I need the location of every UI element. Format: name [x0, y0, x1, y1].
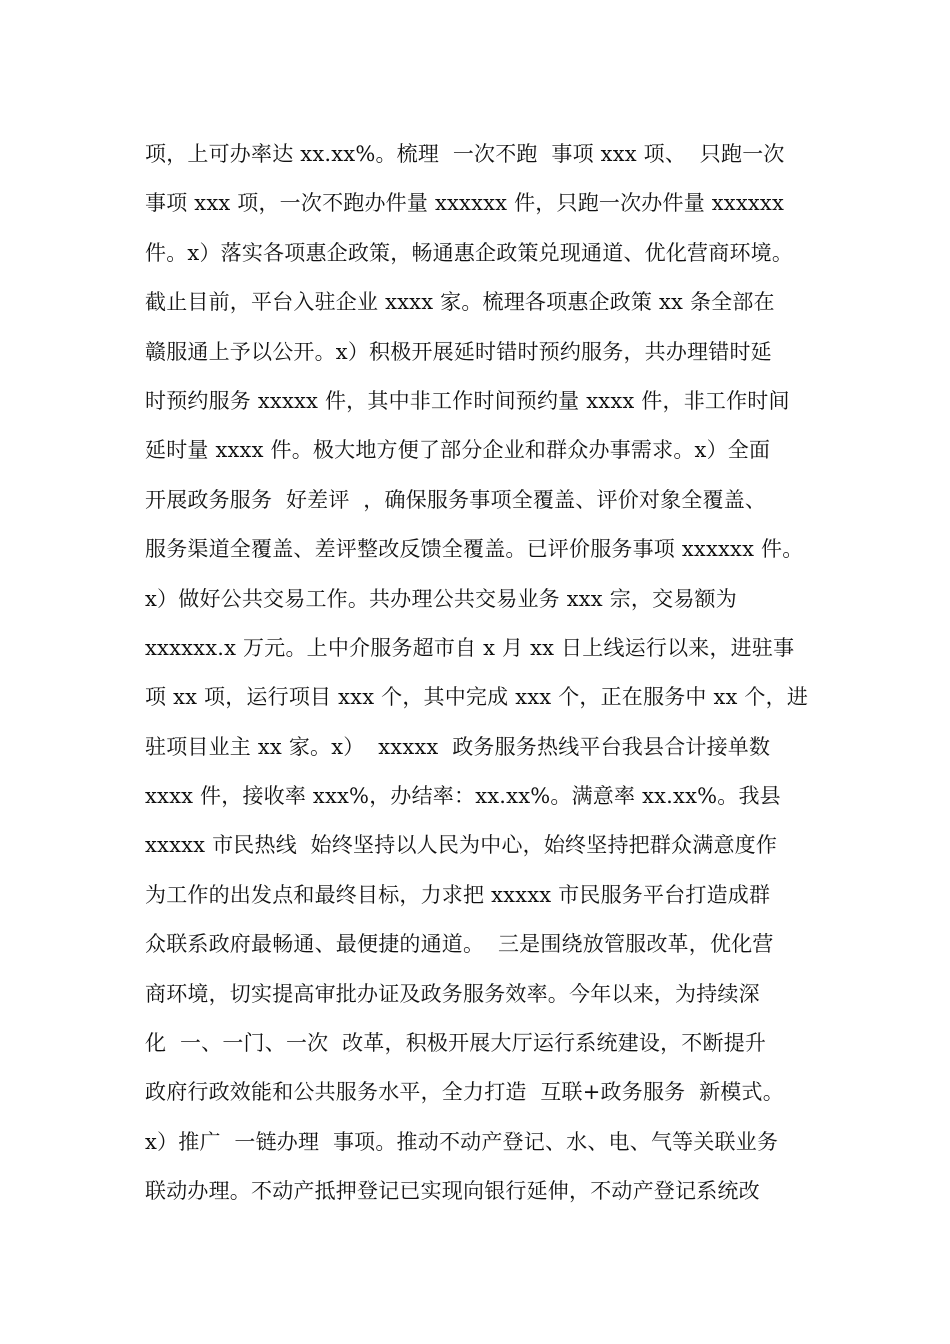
text-line: xxxxxx.x 万元。上中介服务超市自 x 月 xx 日上线运行以来，进驻事	[145, 635, 795, 660]
text-line: x）推广 一链办理 事项。推动不动产登记、水、电、气等关联业务	[145, 1129, 779, 1154]
text-line: 众联系政府最畅通、最便捷的通道。 三是围绕放管服改革，优化营	[145, 932, 774, 957]
text-line: x）做好公共交易工作。共办理公共交易业务 xxx 宗，交易额为	[145, 586, 737, 611]
text-line: 服务渠道全覆盖、差评整改反馈全覆盖。已评价服务事项 xxxxxx 件。	[145, 537, 804, 562]
text-line: xxxxx 市民热线 始终坚持以人民为中心，始终坚持把群众满意度作	[145, 833, 778, 858]
text-line: 化 一、一门、一次 改革，积极开展大厅运行系统建设，不断提升	[145, 1031, 767, 1056]
text-line: 事项 xxx 项，一次不跑办件量 xxxxxx 件，只跑一次办件量 xxxxxx	[145, 191, 785, 216]
text-line: 赣服通上予以公开。x）积极开展延时错时预约服务，共办理错时延	[145, 339, 772, 364]
body-text	[145, 130, 835, 1217]
text-line: 驻项目业主 xx 家。x） xxxxx 政务服务热线平台我县合计接单数	[145, 734, 771, 759]
text-line: 开展政务服务 好差评 ，确保服务事项全覆盖、评价对象全覆盖、	[145, 487, 767, 512]
text-line: 政府行政效能和公共服务水平，全力打造 互联+政务服务 新模式。	[145, 1080, 784, 1105]
text-line: xxxx 件，接收率 xxx%，办结率：xx.xx%。满意率 xx.xx%。我县	[145, 784, 781, 809]
text-line: 时预约服务 xxxxx 件，其中非工作时间预约量 xxxx 件，非工作时间	[145, 388, 790, 413]
text-line: 项，上可办率达 xx.xx%。梳理 一次不跑 事项 xxx 项、 只跑一次	[145, 142, 785, 166]
text-line: 截止目前，平台入驻企业 xxxx 家。梳理各项惠企政策 xx 条全部在	[145, 290, 775, 315]
text-line: 商环境，切实提高审批办证及政务服务效率。今年以来，为持续深	[145, 981, 760, 1006]
text-line: 联动办理。不动产抵押登记已实现向银行延伸，不动产登记系统改	[145, 1179, 760, 1204]
text-line: 延时量 xxxx 件。极大地方便了部分企业和群众办事需求。x）全面	[145, 438, 771, 463]
text-line: 项 xx 项，运行项目 xxx 个，其中完成 xxx 个，正在服务中 xx 个，进	[145, 685, 809, 710]
text-line: 为工作的出发点和最终目标，力求把 xxxxx 市民服务平台打造成群	[145, 882, 771, 907]
text-line: 件。x）落实各项惠企政策，畅通惠企政策兑现通道、优化营商环境。	[145, 240, 794, 265]
